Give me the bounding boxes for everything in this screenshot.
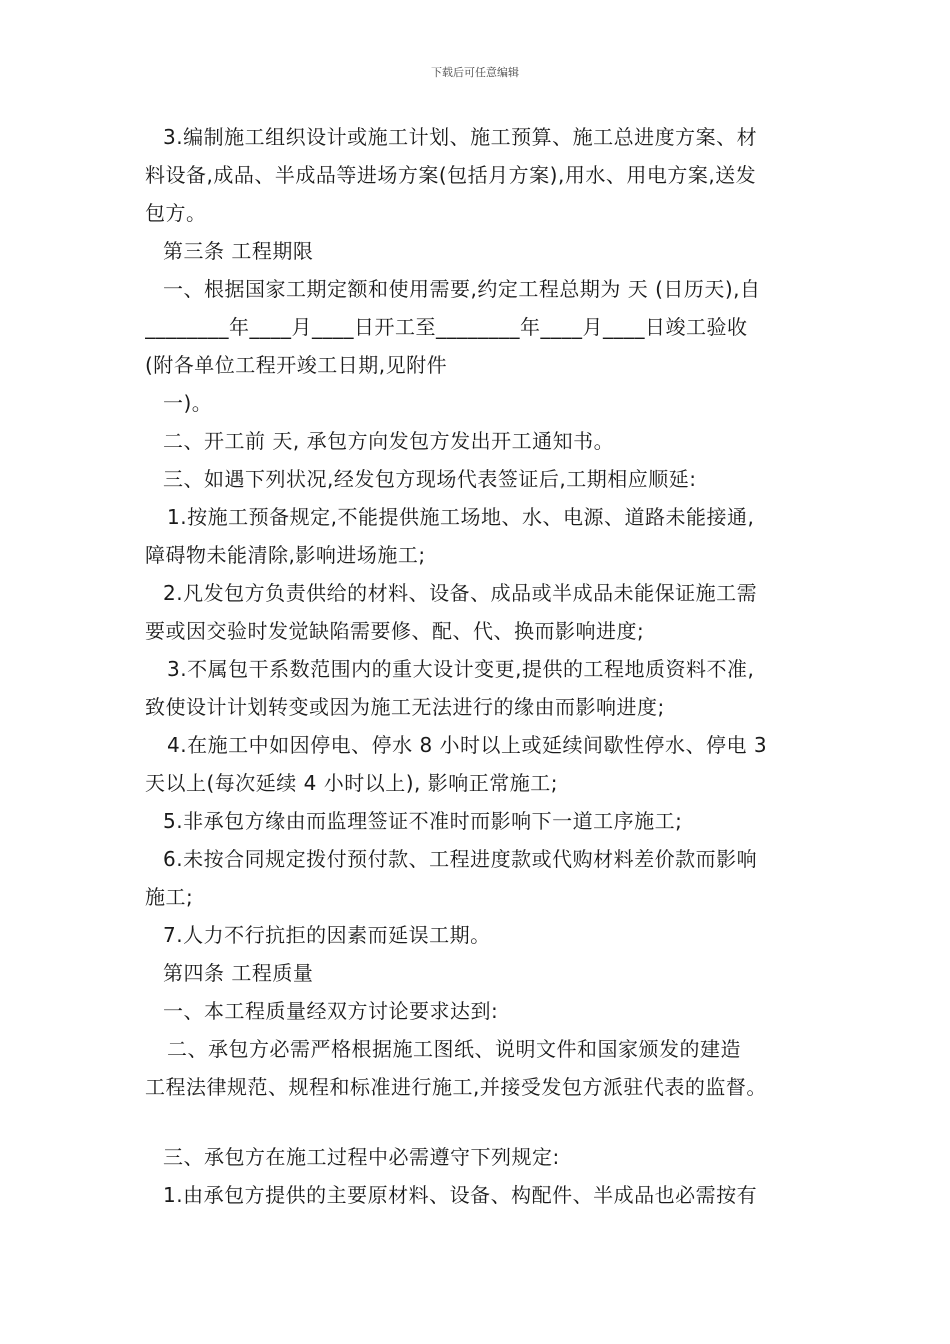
paragraph-line: 4.在施工中如因停电、停水 8 小时以上或延续间歇性停水、停电 3 (167, 733, 768, 757)
paragraph-line: 工程法律规范、规程和标准进行施工,并接受发包方派驻代表的监督。 (145, 1075, 767, 1099)
paragraph-line: 包方。 (145, 201, 207, 225)
paragraph-gap (145, 1106, 810, 1138)
paragraph-line: 5.非承包方缘由而监理签证不准时而影响下一道工序施工; (163, 809, 683, 833)
page-header: 下载后可任意编辑 (431, 66, 519, 79)
paragraph-line: 二、承包方必需严格根据施工图纸、说明文件和国家颁发的建造 (167, 1037, 741, 1061)
paragraph-line: 1.由承包方提供的主要原材料、设备、构配件、半成品也必需按有 (163, 1183, 758, 1207)
paragraph-line: 三、如遇下列状况,经发包方现场代表签证后,工期相应顺延: (163, 467, 697, 491)
paragraph-line: 要或因交验时发觉缺陷需要修、配、代、换而影响进度; (145, 619, 645, 643)
section-heading: 第三条 工程期限 (163, 239, 314, 263)
paragraph-line: 3.不属包干系数范围内的重大设计变更,提供的工程地质资料不准, (167, 657, 755, 681)
section-heading: 第四条 工程质量 (163, 961, 314, 985)
paragraph-line: ________年____月____日开工至________年____月____日竣工验收 (145, 315, 748, 339)
paragraph-line: 6.未按合同规定拨付预付款、工程进度款或代购材料差价款而影响 (163, 847, 758, 871)
paragraph-line: 二、开工前 天, 承包方向发包方发出开工通知书。 (163, 429, 615, 453)
paragraph-line: 料设备,成品、半成品等进场方案(包括月方案),用水、用电方案,送发 (145, 163, 757, 187)
paragraph-line: 一)。 (163, 391, 213, 415)
paragraph-line: (附各单位工程开竣工日期,见附件 (145, 353, 448, 377)
paragraph-line: 1.按施工预备规定,不能提供施工场地、水、电源、道路未能接通, (167, 505, 755, 529)
paragraph-line: 7.人力不行抗拒的因素而延误工期。 (163, 923, 491, 947)
paragraph-line: 天以上(每次延续 4 小时以上), 影响正常施工; (145, 771, 558, 795)
paragraph-line: 3.编制施工组织设计或施工计划、施工预算、施工总进度方案、材 (163, 125, 758, 149)
paragraph-line: 施工; (145, 885, 194, 909)
paragraph-line: 致使设计计划转变或因为施工无法进行的缘由而影响进度; (145, 695, 665, 719)
paragraph-line: 一、根据国家工期定额和使用需要,约定工程总期为 天 (日历天),自 (163, 277, 761, 301)
document-body (145, 118, 810, 1214)
paragraph-line: 一、本工程质量经双方讨论要求达到: (163, 999, 499, 1023)
paragraph-line: 三、承包方在施工过程中必需遵守下列规定: (163, 1145, 560, 1169)
paragraph-line: 2.凡发包方负责供给的材料、设备、成品或半成品未能保证施工需 (163, 581, 758, 605)
paragraph-line: 障碍物未能清除,影响进场施工; (145, 543, 426, 567)
